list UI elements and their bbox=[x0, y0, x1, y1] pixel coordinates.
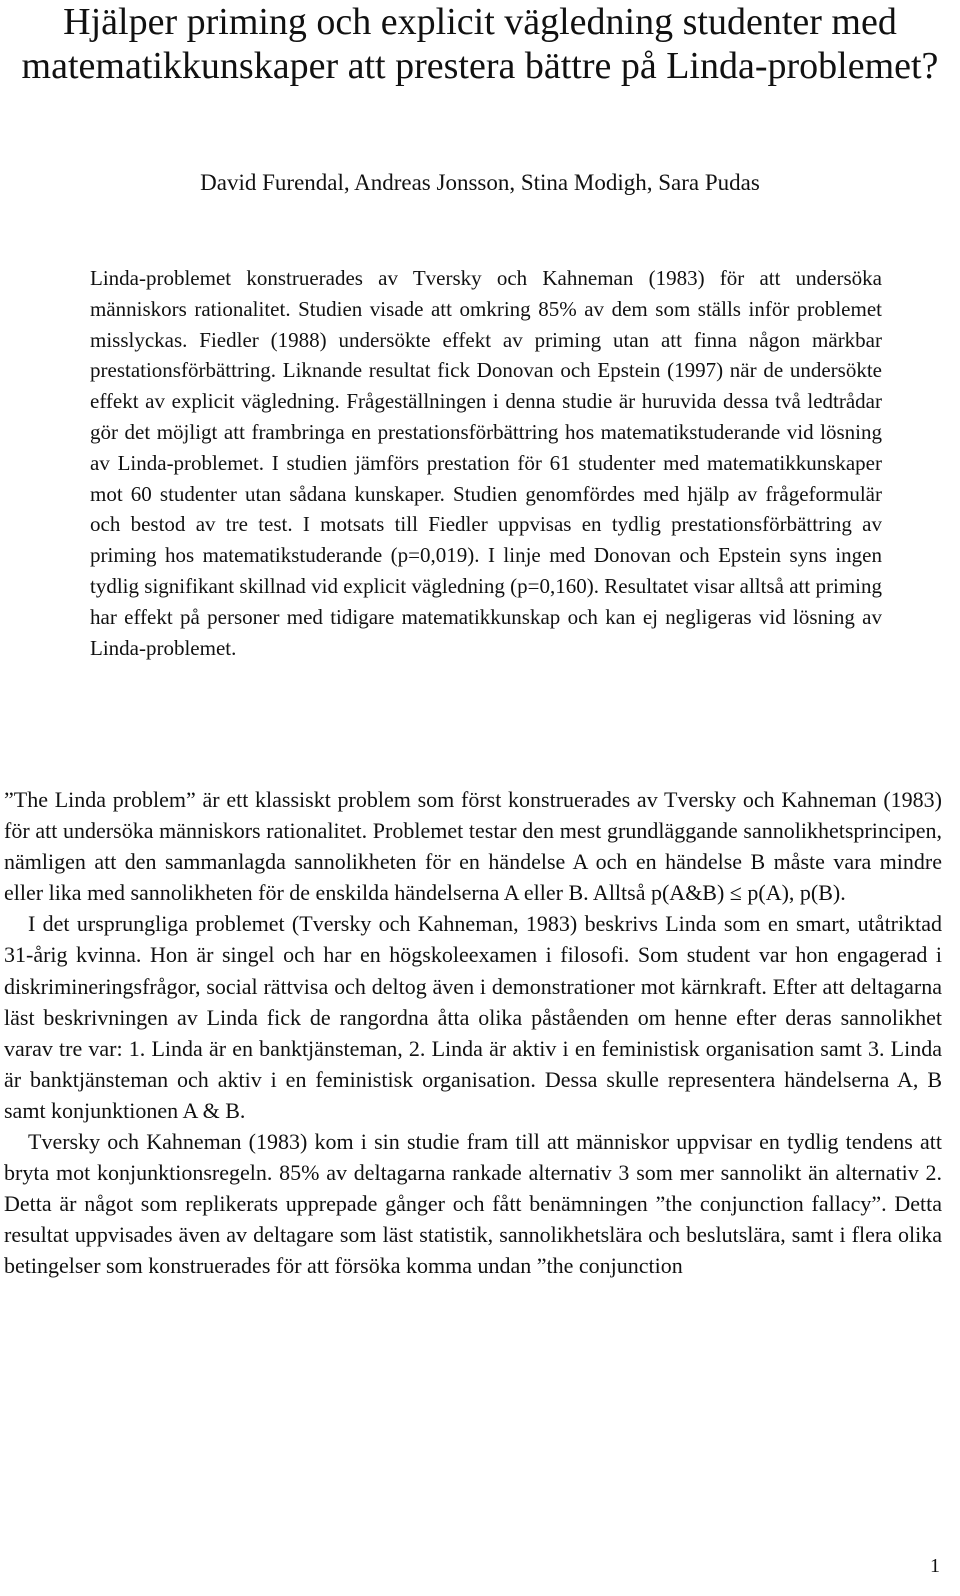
body-paragraph: I det ursprungliga problemet (Tversky och Kahneman, 1983) beskrivs Linda som en smart, utåtriktad 31-årig kvinna. Hon är singel och har en högskoleexamen i filosofi. Som student var hon engagerad i diskrimineringsfrågor, social rättvisa och deltog även i demonstrationer mot kärnkraft. Efter att deltagarna läst beskrivningen av Linda fick de rangordna åtta olika påståenden om henne efter deras sannolikhet varav tre var: 1. Linda är en banktjänsteman, 2. Linda är aktiv i en feministisk organisation samt 3. Linda är banktjänsteman och aktiv i en feministisk organisation. Dessa skulle representera händelserna A, B samt konjunktionen A & B. bbox=[4, 911, 942, 1123]
abstract-intro: Linda-problemet konstruerades av Tversky och Kahneman (1983) för att undersöka människors rationalitet. bbox=[90, 266, 882, 321]
abstract bbox=[90, 263, 882, 663]
body-text bbox=[4, 784, 942, 1282]
body-paragraph: Tversky och Kahneman (1983) kom i sin studie fram till att människor uppvisar en tydlig tendens att bryta mot konjunktionsregeln. 85% av deltagarna rankade alternativ 3 som mer sannolikt än alternativ 2. Detta är något som replikerats upprepade gånger och fått benämningen ”the conjunction fallacy”. Detta resultat uppvisades även av deltagare som läst statistik, sannolikhetslära och beslutslära, samt i flera olika betingelser som konstruerades för att försöka komma undan ”the conjunction bbox=[4, 1129, 942, 1279]
abstract-narrow-section: Studien visade att omkring 85% av dem som ställs inför problemet misslyckas. Fiedler (1988) undersökte effekt av priming utan att finna någon märkbar prestationsförbättring. bbox=[90, 296, 882, 383]
document-title: Hjälper priming och explicit vägledning studenter med matematikkunskaper att prestera bättre på Linda-problemet? bbox=[21, 1, 939, 87]
author-list: David Furendal, Andreas Jonsson, Stina Modigh, Sara Pudas bbox=[200, 170, 760, 195]
body-paragraph: ”The Linda problem” är ett klassiskt problem som först konstruerades av Tversky och Kahneman (1983) för att undersöka människors rationalitet. Problemet testar den mest grundläggande sannolikhetsprincipen, nämligen att den sammanlagda sannolikheten för en händelse A och en händelse B måste vara mindre eller lika med sannolikheten för de enskilda händelserna A eller B. Alltså p(A&B) ≤ p(A), p(B). bbox=[4, 787, 942, 906]
page-number: 1 bbox=[930, 1555, 940, 1577]
abstract-main: Liknande resultat fick Donovan och Epstein (1997) när de undersökte effekt av explicit vägledning. Frågeställningen i denna studie är huruvida dessa två ledtrådar gör det möjligt att frambringa en prestationsförbättring hos matematikstuderande vid lösning av Linda-problemet. I studien jämförs prestation för 61 studenter med matematikkunskaper mot 60 studenter utan sådana kunskaper. Studien genomfördes med hjälp av frågeformulär och bestod av tre test. I motsats till Fiedler uppvisas en tydlig prestationsförbättring av priming hos matematikstuderande (p=0,019). I linje med Donovan och Epstein syns ingen tydlig signifikant skillnad vid explicit vägledning (p=0,160). Resultatet visar alltså att priming har effekt på personer med tidigare matematikkunskap och kan ej negligeras vid lösning av Linda-problemet. bbox=[90, 358, 883, 660]
